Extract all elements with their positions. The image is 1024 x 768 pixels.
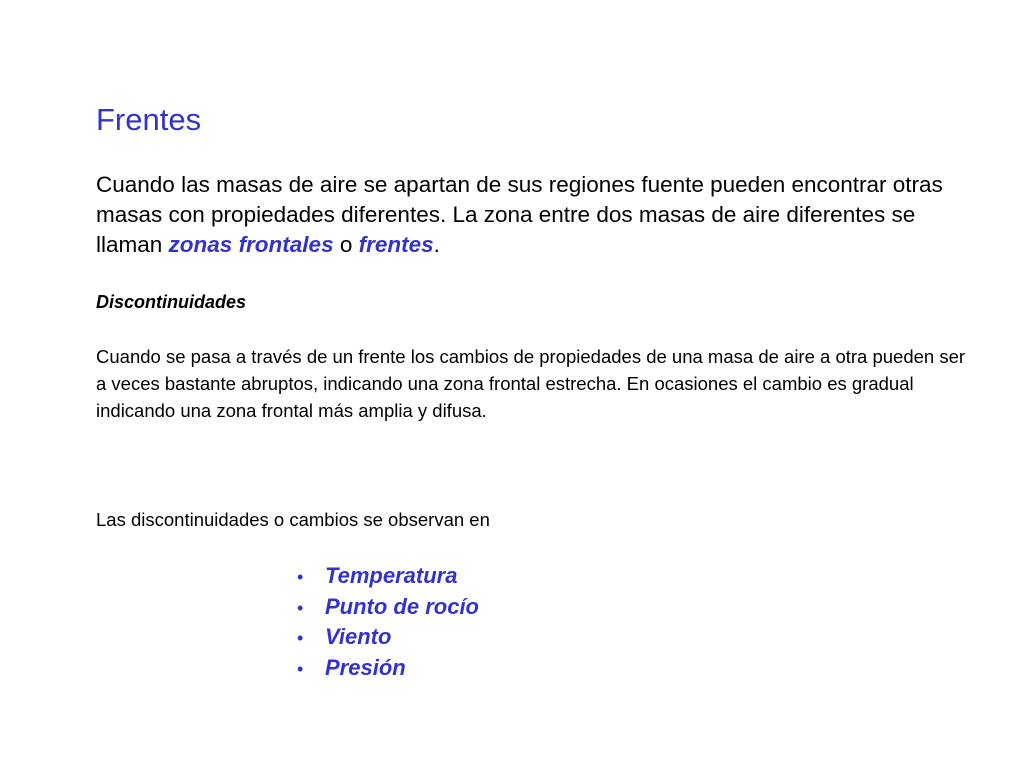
intro-end: .	[433, 232, 440, 257]
bullet-dot-icon: •	[297, 597, 304, 618]
bullet-dot-icon: •	[297, 567, 304, 587]
bullet-item-temperatura	[297, 561, 479, 592]
bullet-dot-icon: •	[297, 628, 304, 648]
bullet-text: Temperatura	[325, 563, 458, 588]
bullet-text: Presión	[325, 654, 406, 680]
intro-paragraph	[96, 170, 956, 260]
bullet-item-presion	[297, 653, 479, 684]
term-zonas-frontales: zonas frontales	[168, 232, 334, 257]
intro-text: Cuando las masas de aire se apartan de sus regiones fuente pueden encontrar otras masas con propiedades diferentes. La zona entre dos masas de aire diferentes se llaman	[96, 172, 943, 257]
term-frentes: frentes	[358, 232, 434, 257]
observan-text: Las discontinuidades o cambios se observan en	[96, 509, 490, 530]
bullet-dot-icon: •	[297, 658, 304, 679]
subheading-discontinuidades: Discontinuidades	[96, 292, 247, 312]
bullet-text: Viento	[325, 624, 392, 649]
bullet-item-viento	[297, 622, 479, 653]
bullet-item-punto-de-rocio	[297, 592, 479, 623]
bullet-list	[297, 561, 479, 683]
bullet-text: Punto de rocío	[325, 593, 479, 619]
intro-connector: o	[333, 232, 359, 257]
body-paragraph: Cuando se pasa a través de un frente los cambios de propiedades de una masa de aire a otra pueden ser a veces bastante abruptos, indicando una zona frontal estrecha. En ocasiones el cambio es gradual indicando una zona frontal más amplia y difusa.	[96, 346, 966, 421]
slide-title: Frentes	[96, 102, 202, 137]
